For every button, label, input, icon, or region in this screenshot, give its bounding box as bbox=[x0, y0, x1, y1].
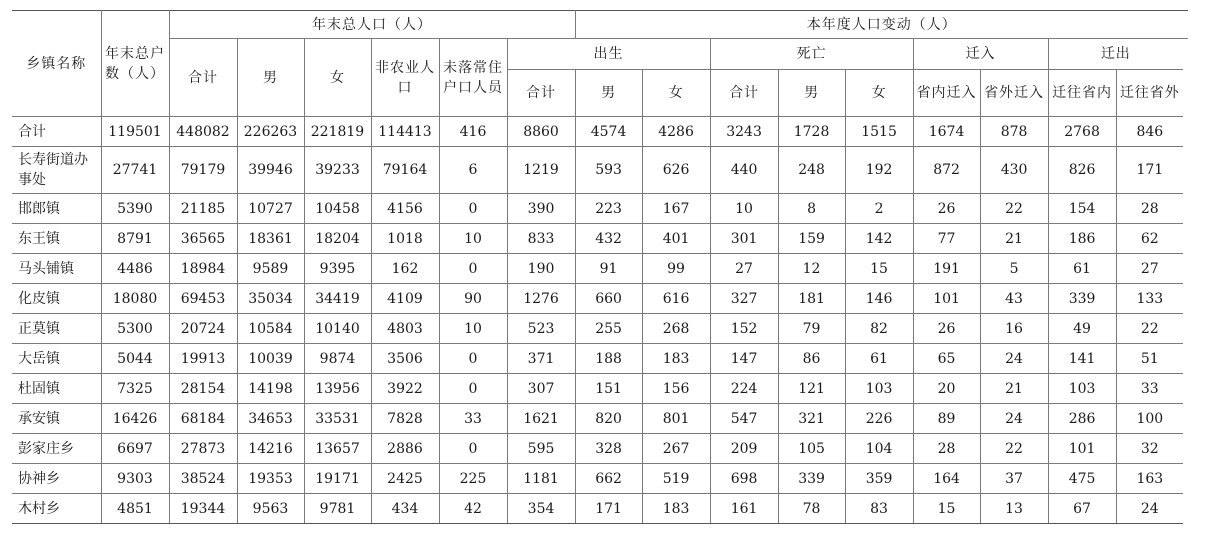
value-cell: 224 bbox=[710, 374, 778, 404]
value-cell: 10039 bbox=[237, 344, 304, 374]
header-moved-out: 迁出 bbox=[1048, 39, 1183, 70]
value-cell: 4574 bbox=[575, 117, 642, 147]
township-name-cell: 协神乡 bbox=[12, 464, 101, 494]
header-unregistered: 未落常住户口人员 bbox=[439, 39, 507, 117]
value-cell: 1728 bbox=[778, 117, 845, 147]
value-cell: 162 bbox=[371, 254, 439, 284]
value-cell: 103 bbox=[1048, 374, 1116, 404]
value-cell: 141 bbox=[1048, 344, 1116, 374]
table-row bbox=[12, 434, 1188, 464]
value-cell: 626 bbox=[642, 147, 710, 194]
header-births-total: 合计 bbox=[507, 70, 575, 117]
value-cell: 192 bbox=[845, 147, 913, 194]
value-cell: 4803 bbox=[371, 314, 439, 344]
value-cell: 390 bbox=[507, 194, 575, 224]
value-cell: 401 bbox=[642, 224, 710, 254]
value-cell: 161 bbox=[710, 494, 778, 524]
value-cell: 151 bbox=[575, 374, 642, 404]
header-to-in-province: 迁往省内 bbox=[1048, 70, 1116, 117]
value-cell: 100 bbox=[1116, 404, 1183, 434]
value-cell: 10 bbox=[710, 194, 778, 224]
value-cell: 13 bbox=[980, 494, 1048, 524]
value-cell: 79 bbox=[778, 314, 845, 344]
value-cell: 267 bbox=[642, 434, 710, 464]
value-cell: 448082 bbox=[169, 117, 237, 147]
value-cell: 0 bbox=[439, 374, 507, 404]
value-cell: 226263 bbox=[237, 117, 304, 147]
value-cell: 171 bbox=[575, 494, 642, 524]
header-in-province: 省内迁入 bbox=[913, 70, 980, 117]
value-cell: 519 bbox=[642, 464, 710, 494]
table-header bbox=[12, 11, 1188, 117]
value-cell: 371 bbox=[507, 344, 575, 374]
value-cell: 105 bbox=[778, 434, 845, 464]
value-cell: 18204 bbox=[304, 224, 371, 254]
value-cell: 33 bbox=[439, 404, 507, 434]
value-cell: 19171 bbox=[304, 464, 371, 494]
value-cell: 327 bbox=[710, 284, 778, 314]
value-cell: 359 bbox=[845, 464, 913, 494]
value-cell: 22 bbox=[980, 194, 1048, 224]
value-cell: 34653 bbox=[237, 404, 304, 434]
value-cell: 9589 bbox=[237, 254, 304, 284]
value-cell: 4156 bbox=[371, 194, 439, 224]
value-cell: 255 bbox=[575, 314, 642, 344]
value-cell: 833 bbox=[507, 224, 575, 254]
header-annual-change: 本年度人口变动（人） bbox=[575, 11, 1188, 39]
value-cell: 339 bbox=[1048, 284, 1116, 314]
value-cell: 163 bbox=[1116, 464, 1183, 494]
header-pop-total: 合计 bbox=[169, 39, 237, 117]
value-cell: 146 bbox=[845, 284, 913, 314]
value-cell: 27 bbox=[710, 254, 778, 284]
value-cell: 18080 bbox=[101, 284, 169, 314]
value-cell: 8791 bbox=[101, 224, 169, 254]
value-cell: 14198 bbox=[237, 374, 304, 404]
township-name-cell: 邯郎镇 bbox=[12, 194, 101, 224]
value-cell: 32 bbox=[1116, 434, 1183, 464]
table-row bbox=[12, 284, 1188, 314]
value-cell: 15 bbox=[845, 254, 913, 284]
township-name-cell: 马头铺镇 bbox=[12, 254, 101, 284]
value-cell: 28 bbox=[1116, 194, 1183, 224]
value-cell: 593 bbox=[575, 147, 642, 194]
value-cell: 15 bbox=[913, 494, 980, 524]
header-out-province: 省外迁入 bbox=[980, 70, 1048, 117]
value-cell: 28 bbox=[913, 434, 980, 464]
value-cell: 10140 bbox=[304, 314, 371, 344]
header-deaths-male: 男 bbox=[778, 70, 845, 117]
value-cell: 10458 bbox=[304, 194, 371, 224]
header-births-female: 女 bbox=[642, 70, 710, 117]
value-cell: 121 bbox=[778, 374, 845, 404]
header-year-end-population: 年末总人口（人） bbox=[169, 11, 575, 39]
value-cell: 101 bbox=[1048, 434, 1116, 464]
value-cell: 10584 bbox=[237, 314, 304, 344]
value-cell: 61 bbox=[1048, 254, 1116, 284]
table-row bbox=[12, 117, 1188, 147]
value-cell: 33531 bbox=[304, 404, 371, 434]
value-cell: 660 bbox=[575, 284, 642, 314]
township-name-cell: 木村乡 bbox=[12, 494, 101, 524]
value-cell: 101 bbox=[913, 284, 980, 314]
header-township: 乡镇名称 bbox=[12, 11, 101, 117]
value-cell: 878 bbox=[980, 117, 1048, 147]
value-cell: 12 bbox=[778, 254, 845, 284]
value-cell: 65 bbox=[913, 344, 980, 374]
value-cell: 8860 bbox=[507, 117, 575, 147]
header-births: 出生 bbox=[507, 39, 710, 70]
value-cell: 42 bbox=[439, 494, 507, 524]
value-cell: 18361 bbox=[237, 224, 304, 254]
header-moved-in: 迁入 bbox=[913, 39, 1048, 70]
value-cell: 43 bbox=[980, 284, 1048, 314]
value-cell: 154 bbox=[1048, 194, 1116, 224]
township-name-cell: 长寿街道办事处 bbox=[12, 147, 101, 194]
value-cell: 2425 bbox=[371, 464, 439, 494]
value-cell: 225 bbox=[439, 464, 507, 494]
value-cell: 9303 bbox=[101, 464, 169, 494]
value-cell: 79164 bbox=[371, 147, 439, 194]
value-cell: 209 bbox=[710, 434, 778, 464]
value-cell: 416 bbox=[439, 117, 507, 147]
value-cell: 152 bbox=[710, 314, 778, 344]
table-row bbox=[12, 494, 1188, 524]
value-cell: 547 bbox=[710, 404, 778, 434]
value-cell: 3243 bbox=[710, 117, 778, 147]
value-cell: 91 bbox=[575, 254, 642, 284]
value-cell: 2 bbox=[845, 194, 913, 224]
value-cell: 7325 bbox=[101, 374, 169, 404]
value-cell: 167 bbox=[642, 194, 710, 224]
value-cell: 223 bbox=[575, 194, 642, 224]
value-cell: 0 bbox=[439, 344, 507, 374]
value-cell: 190 bbox=[507, 254, 575, 284]
value-cell: 662 bbox=[575, 464, 642, 494]
value-cell: 9563 bbox=[237, 494, 304, 524]
township-name-cell: 化皮镇 bbox=[12, 284, 101, 314]
value-cell: 9781 bbox=[304, 494, 371, 524]
value-cell: 3506 bbox=[371, 344, 439, 374]
value-cell: 36565 bbox=[169, 224, 237, 254]
value-cell: 114413 bbox=[371, 117, 439, 147]
value-cell: 339 bbox=[778, 464, 845, 494]
value-cell: 24 bbox=[980, 344, 1048, 374]
value-cell: 20 bbox=[913, 374, 980, 404]
header-households: 年末总户数（人） bbox=[101, 11, 169, 117]
value-cell: 10 bbox=[439, 224, 507, 254]
value-cell: 26 bbox=[913, 194, 980, 224]
value-cell: 14216 bbox=[237, 434, 304, 464]
value-cell: 49 bbox=[1048, 314, 1116, 344]
value-cell: 159 bbox=[778, 224, 845, 254]
value-cell: 1018 bbox=[371, 224, 439, 254]
value-cell: 19353 bbox=[237, 464, 304, 494]
value-cell: 4486 bbox=[101, 254, 169, 284]
value-cell: 10 bbox=[439, 314, 507, 344]
header-to-out-province: 迁往省外 bbox=[1116, 70, 1183, 117]
table-row bbox=[12, 194, 1188, 224]
value-cell: 13657 bbox=[304, 434, 371, 464]
value-cell: 286 bbox=[1048, 404, 1116, 434]
table-body bbox=[12, 117, 1188, 524]
value-cell: 69453 bbox=[169, 284, 237, 314]
township-name-cell: 正莫镇 bbox=[12, 314, 101, 344]
value-cell: 20724 bbox=[169, 314, 237, 344]
value-cell: 33 bbox=[1116, 374, 1183, 404]
header-deaths-total: 合计 bbox=[710, 70, 778, 117]
value-cell: 18984 bbox=[169, 254, 237, 284]
value-cell: 226 bbox=[845, 404, 913, 434]
value-cell: 9874 bbox=[304, 344, 371, 374]
header-pop-female: 女 bbox=[304, 39, 371, 117]
value-cell: 475 bbox=[1048, 464, 1116, 494]
township-name-cell: 合计 bbox=[12, 117, 101, 147]
township-name-cell: 东王镇 bbox=[12, 224, 101, 254]
value-cell: 183 bbox=[642, 344, 710, 374]
population-table bbox=[12, 10, 1188, 524]
value-cell: 27873 bbox=[169, 434, 237, 464]
table-row bbox=[12, 147, 1188, 194]
population-table-container bbox=[12, 10, 1188, 524]
value-cell: 10727 bbox=[237, 194, 304, 224]
value-cell: 301 bbox=[710, 224, 778, 254]
header-deaths: 死亡 bbox=[710, 39, 913, 70]
value-cell: 62 bbox=[1116, 224, 1183, 254]
value-cell: 34419 bbox=[304, 284, 371, 314]
value-cell: 0 bbox=[439, 194, 507, 224]
value-cell: 1674 bbox=[913, 117, 980, 147]
value-cell: 1181 bbox=[507, 464, 575, 494]
value-cell: 83 bbox=[845, 494, 913, 524]
value-cell: 24 bbox=[1116, 494, 1183, 524]
value-cell: 38524 bbox=[169, 464, 237, 494]
value-cell: 188 bbox=[575, 344, 642, 374]
value-cell: 1219 bbox=[507, 147, 575, 194]
value-cell: 9395 bbox=[304, 254, 371, 284]
value-cell: 432 bbox=[575, 224, 642, 254]
value-cell: 846 bbox=[1116, 117, 1183, 147]
value-cell: 321 bbox=[778, 404, 845, 434]
header-pop-male: 男 bbox=[237, 39, 304, 117]
value-cell: 440 bbox=[710, 147, 778, 194]
value-cell: 142 bbox=[845, 224, 913, 254]
value-cell: 13956 bbox=[304, 374, 371, 404]
value-cell: 37 bbox=[980, 464, 1048, 494]
value-cell: 354 bbox=[507, 494, 575, 524]
value-cell: 104 bbox=[845, 434, 913, 464]
value-cell: 5044 bbox=[101, 344, 169, 374]
value-cell: 5390 bbox=[101, 194, 169, 224]
value-cell: 16426 bbox=[101, 404, 169, 434]
value-cell: 248 bbox=[778, 147, 845, 194]
value-cell: 19344 bbox=[169, 494, 237, 524]
value-cell: 181 bbox=[778, 284, 845, 314]
value-cell: 24 bbox=[980, 404, 1048, 434]
value-cell: 19913 bbox=[169, 344, 237, 374]
value-cell: 434 bbox=[371, 494, 439, 524]
value-cell: 99 bbox=[642, 254, 710, 284]
header-nonagri: 非农业人口 bbox=[371, 39, 439, 117]
value-cell: 820 bbox=[575, 404, 642, 434]
value-cell: 39946 bbox=[237, 147, 304, 194]
value-cell: 79179 bbox=[169, 147, 237, 194]
value-cell: 4286 bbox=[642, 117, 710, 147]
value-cell: 51 bbox=[1116, 344, 1183, 374]
value-cell: 6697 bbox=[101, 434, 169, 464]
value-cell: 8 bbox=[778, 194, 845, 224]
value-cell: 77 bbox=[913, 224, 980, 254]
value-cell: 90 bbox=[439, 284, 507, 314]
value-cell: 5 bbox=[980, 254, 1048, 284]
value-cell: 27741 bbox=[101, 147, 169, 194]
table-row bbox=[12, 344, 1188, 374]
value-cell: 21185 bbox=[169, 194, 237, 224]
township-name-cell: 杜固镇 bbox=[12, 374, 101, 404]
value-cell: 0 bbox=[439, 254, 507, 284]
table-row bbox=[12, 464, 1188, 494]
value-cell: 22 bbox=[980, 434, 1048, 464]
value-cell: 164 bbox=[913, 464, 980, 494]
value-cell: 221819 bbox=[304, 117, 371, 147]
value-cell: 22 bbox=[1116, 314, 1183, 344]
value-cell: 191 bbox=[913, 254, 980, 284]
value-cell: 1276 bbox=[507, 284, 575, 314]
value-cell: 133 bbox=[1116, 284, 1183, 314]
value-cell: 2886 bbox=[371, 434, 439, 464]
value-cell: 67 bbox=[1048, 494, 1116, 524]
value-cell: 21 bbox=[980, 374, 1048, 404]
value-cell: 61 bbox=[845, 344, 913, 374]
value-cell: 86 bbox=[778, 344, 845, 374]
value-cell: 68184 bbox=[169, 404, 237, 434]
value-cell: 801 bbox=[642, 404, 710, 434]
value-cell: 156 bbox=[642, 374, 710, 404]
value-cell: 307 bbox=[507, 374, 575, 404]
table-row bbox=[12, 224, 1188, 254]
value-cell: 78 bbox=[778, 494, 845, 524]
value-cell: 89 bbox=[913, 404, 980, 434]
value-cell: 103 bbox=[845, 374, 913, 404]
value-cell: 826 bbox=[1048, 147, 1116, 194]
header-deaths-female: 女 bbox=[845, 70, 913, 117]
table-row bbox=[12, 314, 1188, 344]
value-cell: 183 bbox=[642, 494, 710, 524]
value-cell: 82 bbox=[845, 314, 913, 344]
value-cell: 7828 bbox=[371, 404, 439, 434]
value-cell: 147 bbox=[710, 344, 778, 374]
value-cell: 5300 bbox=[101, 314, 169, 344]
value-cell: 268 bbox=[642, 314, 710, 344]
value-cell: 4851 bbox=[101, 494, 169, 524]
value-cell: 16 bbox=[980, 314, 1048, 344]
value-cell: 0 bbox=[439, 434, 507, 464]
value-cell: 328 bbox=[575, 434, 642, 464]
value-cell: 4109 bbox=[371, 284, 439, 314]
value-cell: 523 bbox=[507, 314, 575, 344]
table-row bbox=[12, 374, 1188, 404]
township-name-cell: 承安镇 bbox=[12, 404, 101, 434]
table-row bbox=[12, 404, 1188, 434]
value-cell: 21 bbox=[980, 224, 1048, 254]
value-cell: 698 bbox=[710, 464, 778, 494]
value-cell: 616 bbox=[642, 284, 710, 314]
value-cell: 2768 bbox=[1048, 117, 1116, 147]
value-cell: 119501 bbox=[101, 117, 169, 147]
value-cell: 1621 bbox=[507, 404, 575, 434]
value-cell: 26 bbox=[913, 314, 980, 344]
township-name-cell: 大岳镇 bbox=[12, 344, 101, 374]
header-births-male: 男 bbox=[575, 70, 642, 117]
value-cell: 27 bbox=[1116, 254, 1183, 284]
value-cell: 186 bbox=[1048, 224, 1116, 254]
value-cell: 430 bbox=[980, 147, 1048, 194]
value-cell: 595 bbox=[507, 434, 575, 464]
value-cell: 872 bbox=[913, 147, 980, 194]
value-cell: 6 bbox=[439, 147, 507, 194]
table-row bbox=[12, 254, 1188, 284]
value-cell: 35034 bbox=[237, 284, 304, 314]
township-name-cell: 彭家庄乡 bbox=[12, 434, 101, 464]
value-cell: 3922 bbox=[371, 374, 439, 404]
value-cell: 171 bbox=[1116, 147, 1183, 194]
value-cell: 28154 bbox=[169, 374, 237, 404]
value-cell: 1515 bbox=[845, 117, 913, 147]
value-cell: 39233 bbox=[304, 147, 371, 194]
